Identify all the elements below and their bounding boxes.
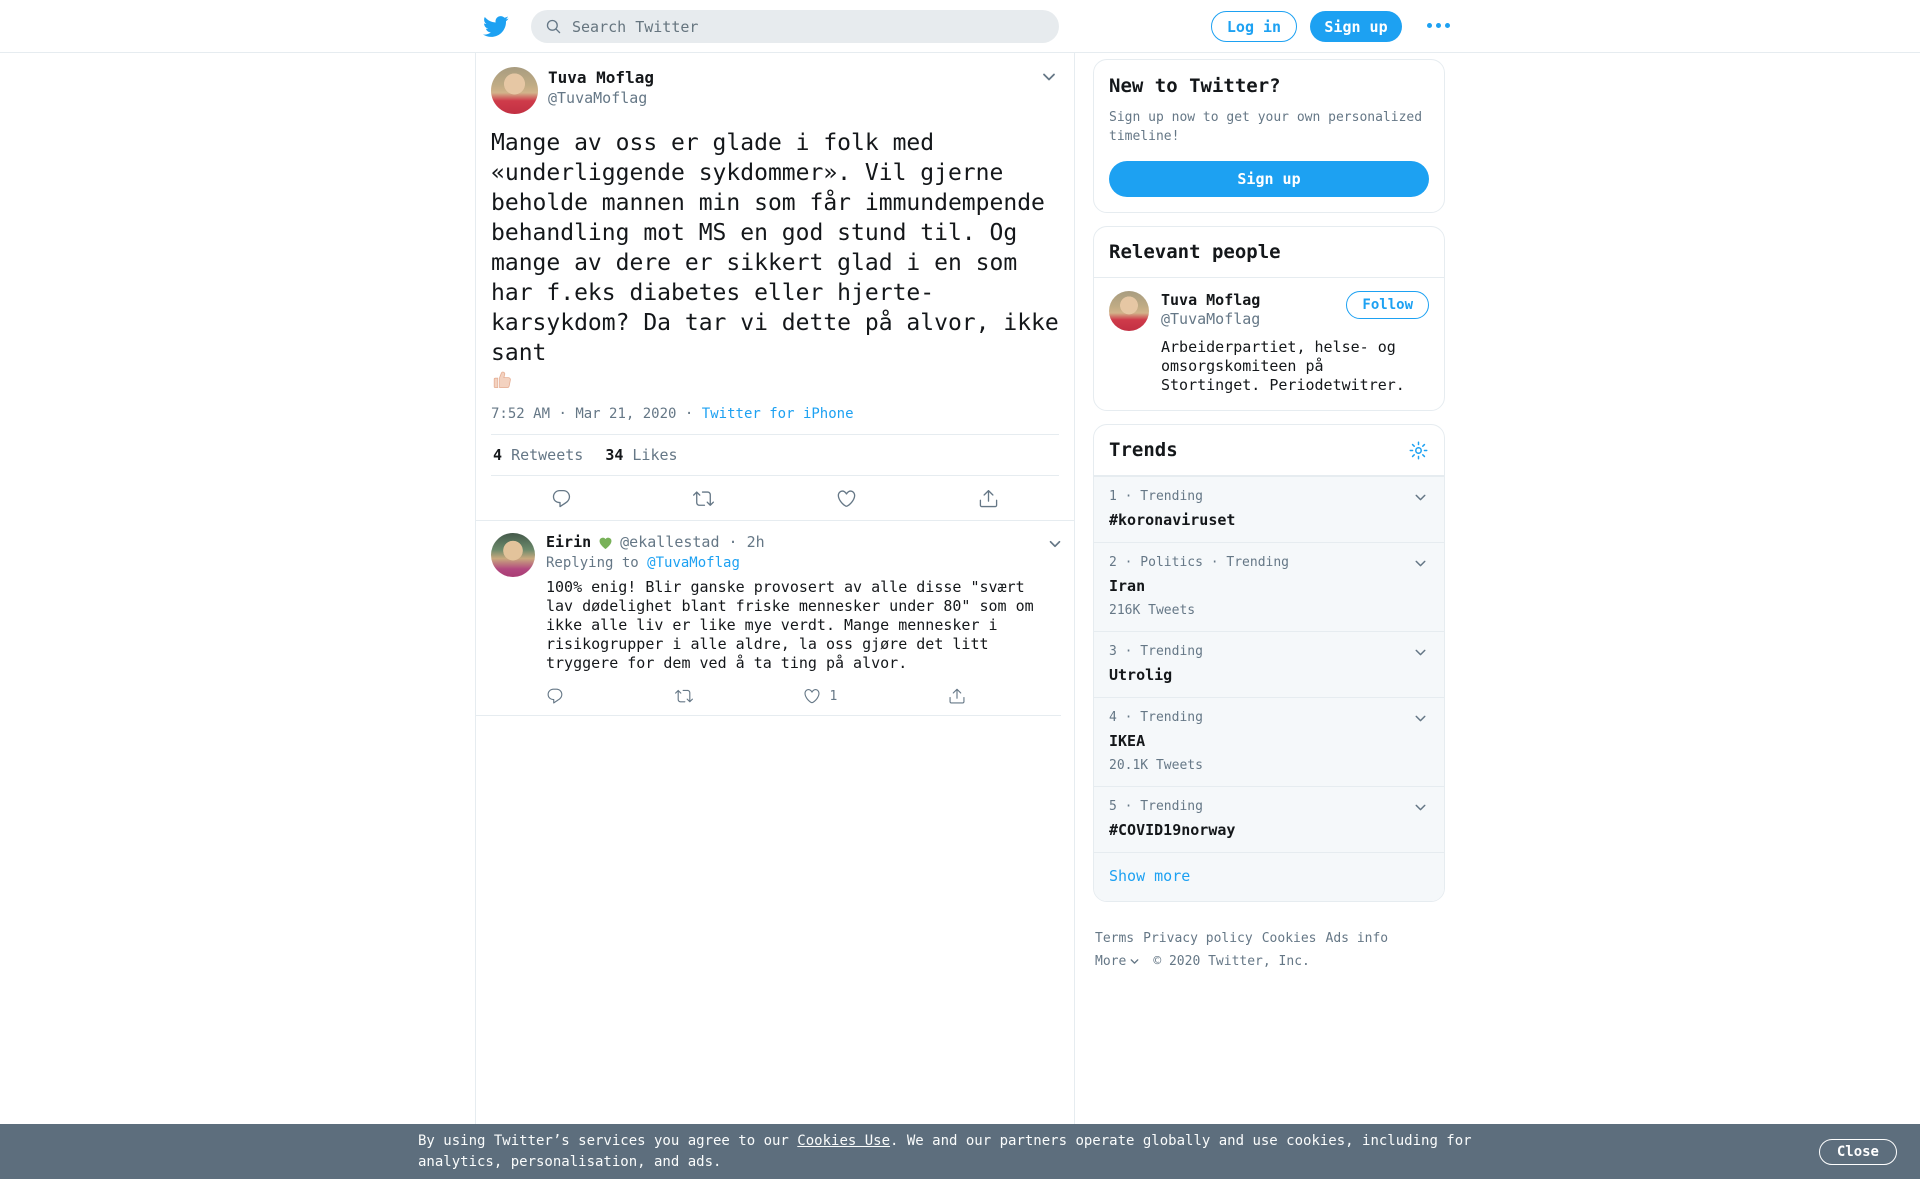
replying-to-link[interactable]: @TuvaMoflag (647, 555, 740, 571)
copyright-text: © 2020 Twitter, Inc. (1153, 954, 1310, 969)
sidebar (1093, 59, 1445, 985)
reply-icon[interactable] (546, 687, 564, 705)
twitter-logo-icon[interactable] (482, 13, 509, 40)
settings-gear-icon[interactable] (1408, 440, 1429, 461)
share-icon[interactable] (978, 488, 999, 509)
reply-action-bar (546, 677, 1046, 715)
tuva-avatar[interactable] (491, 67, 538, 114)
reply-text: 100% enig! Blir ganske provosert av alle disse "svært lav dødelighet blant friske mennesker under 80" som om ikke alle liv er like mye verdt. Mange mennesker i risikogrupper i alle aldre, la oss gjøre det litt tryggere for dem ved å ta ting på alvor. (546, 578, 1034, 672)
trend-item-5[interactable]: 5 · Trending #COVID19norway (1094, 786, 1444, 852)
chevron-down-icon[interactable] (1046, 535, 1064, 716)
log-in-button[interactable]: Log in (1211, 11, 1297, 42)
main-tweet-header (491, 67, 1059, 114)
cookies-use-link[interactable]: Cookies Use (797, 1133, 891, 1149)
trend-item-1[interactable]: 1 · Trending #koronaviruset (1094, 476, 1444, 542)
reply-header (546, 533, 1046, 552)
reply-icon[interactable] (551, 488, 572, 509)
relevant-person (1094, 278, 1444, 410)
chevron-down-icon[interactable] (1039, 67, 1059, 87)
green-heart-emoji (597, 534, 614, 551)
chevron-down-icon[interactable] (1412, 710, 1429, 727)
trends-card (1093, 424, 1445, 902)
follow-button[interactable]: Follow (1346, 291, 1429, 319)
chevron-down-icon[interactable] (1412, 644, 1429, 661)
ads-info-link[interactable]: Ads info (1325, 931, 1389, 946)
sign-up-button[interactable]: Sign up (1310, 11, 1402, 42)
likes-stat[interactable]: 34 Likes (605, 446, 678, 464)
trend-item-2[interactable]: 2 · Politics · Trending Iran 216K Tweets (1094, 542, 1444, 631)
sidebar-sign-up-button[interactable]: Sign up (1109, 161, 1429, 197)
timeline-column (475, 53, 1075, 1124)
trend-item-4[interactable]: 4 · Trending IKEA 20.1K Tweets (1094, 697, 1444, 786)
retweet-icon[interactable] (675, 687, 693, 705)
chevron-down-icon[interactable] (1412, 799, 1429, 816)
person-bio: Arbeiderpartiet, helse- og omsorgskomiteen på Stortinget. Periodetwitrer. (1161, 338, 1405, 394)
tweet-action-bar (491, 476, 1059, 520)
share-icon[interactable] (948, 687, 966, 705)
relevant-people-card (1093, 226, 1445, 411)
eirin-avatar[interactable] (491, 533, 535, 577)
terms-link[interactable]: Terms (1095, 931, 1135, 946)
reply-tweet (476, 521, 1074, 716)
relevant-people-title: Relevant people (1109, 241, 1281, 263)
new-to-twitter-card (1093, 59, 1445, 213)
cookie-banner (0, 1124, 1920, 1179)
trends-title: Trends (1109, 439, 1178, 461)
reply-author-handle: @ekallestad · 2h (620, 533, 765, 551)
close-button[interactable]: Close (1819, 1139, 1897, 1165)
more-options-icon[interactable] (1427, 23, 1450, 28)
person-name[interactable]: Tuva Moflag (1161, 291, 1261, 309)
retweets-stat[interactable]: 4 Retweets (493, 446, 584, 464)
cookie-banner-text: By using Twitter’s services you agree to our Cookies Use. We and our partners operate globally and use cookies, including for analytics, personalisation, and ads. (418, 1133, 1472, 1170)
reply-author-name[interactable]: Eirin (546, 533, 592, 551)
top-nav-bar (0, 0, 1920, 53)
search-input[interactable] (572, 18, 1045, 36)
tweet-author-name[interactable]: Tuva Moflag (548, 68, 654, 87)
person-handle: @TuvaMoflag (1161, 310, 1261, 328)
show-more-link[interactable]: Show more (1094, 852, 1444, 901)
tweet-author-handle: @TuvaMoflag (548, 89, 648, 107)
search-icon (545, 18, 562, 35)
tweet-source-link[interactable]: Twitter for iPhone (701, 406, 854, 422)
trend-item-3[interactable]: 3 · Trending Utrolig (1094, 631, 1444, 697)
tuva-avatar[interactable] (1109, 291, 1149, 331)
tweet-text: Mange av oss er glade i folk med «underliggende sykdommer». Vil gjerne beholde mannen min som får immundempende behandling mot MS en god stund til. Og mange av dere er sikkert glad i en som har f.eks diabetes eller hjerte-karsykdom? Da tar vi dette på alvor, ikke sant (491, 128, 1061, 392)
thumbs-up-emoji (491, 368, 515, 392)
like-icon[interactable] (803, 687, 837, 705)
chevron-down-icon[interactable] (1412, 489, 1429, 506)
sidebar-footer (1093, 915, 1445, 985)
tweet-timestamp: 7:52 AM · Mar 21, 2020 · Twitter for iPhone (491, 406, 854, 422)
chevron-down-icon (1128, 955, 1141, 968)
new-to-twitter-body: Sign up now to get your own personalized timeline! (1109, 110, 1423, 144)
new-to-twitter-title: New to Twitter? (1109, 75, 1281, 97)
tweet-stats (491, 435, 1059, 475)
replying-to: Replying to @TuvaMoflag (546, 555, 740, 571)
main-tweet (476, 53, 1074, 521)
search-bar (531, 10, 1059, 43)
like-icon[interactable] (836, 488, 857, 509)
divider (476, 715, 1061, 716)
retweet-icon[interactable] (693, 488, 714, 509)
more-dropdown[interactable]: More (1095, 950, 1141, 973)
reply-like-count: 1 (829, 688, 838, 704)
cookies-link[interactable]: Cookies (1261, 931, 1317, 946)
chevron-down-icon[interactable] (1412, 555, 1429, 572)
privacy-policy-link[interactable]: Privacy policy (1143, 931, 1253, 946)
